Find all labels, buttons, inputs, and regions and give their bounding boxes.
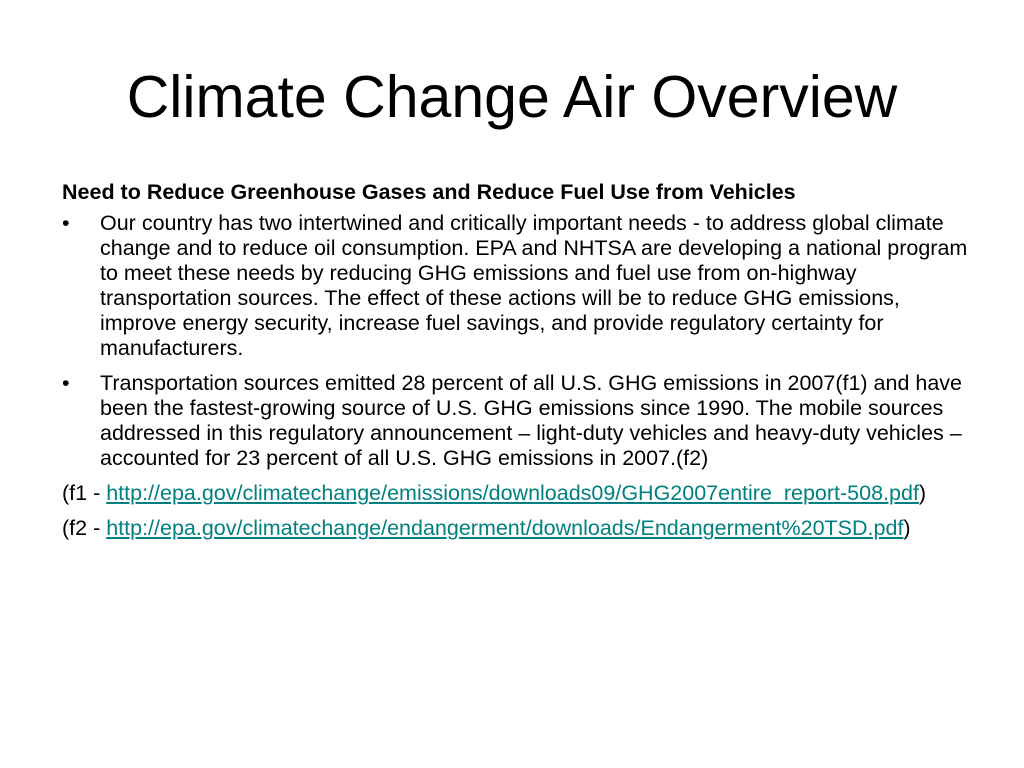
footnote-suffix: )	[918, 481, 927, 505]
bullet-item	[62, 371, 972, 471]
footnote-link[interactable]: http://epa.gov/climatechange/emissions/downloads09/GHG2007entire_report-508.pdf	[106, 481, 919, 505]
slide-body	[62, 180, 972, 551]
footnote-link[interactable]: http://epa.gov/climatechange/endangerment/downloads/Endangerment%20TSD.pdf	[106, 516, 904, 540]
footnote-prefix: (f2 -	[62, 516, 107, 540]
bullet-text: Transportation sources emitted 28 percent of all U.S. GHG emissions in 2007(f1) and have been the fastest-growing source of U.S. GHG emissions since 1990. The mobile sources addressed in this regulatory announcement – light-duty vehicles and heavy-duty vehicles – accounted for 23 percent of all U.S. GHG emissions in 2007.(f2)	[100, 371, 963, 470]
slide-subheading: Need to Reduce Greenhouse Gases and Reduce Fuel Use from Vehicles	[62, 180, 796, 204]
bullet-item	[62, 211, 972, 361]
bullet-marker: •	[62, 211, 70, 235]
slide-title: Climate Change Air Overview	[126, 64, 898, 130]
bullet-marker: •	[62, 371, 70, 395]
footnote-suffix: )	[903, 516, 911, 540]
footnote-prefix: (f1 -	[62, 481, 107, 505]
footnote-f2	[62, 516, 972, 541]
bullet-text: Our country has two intertwined and critically important needs - to address global climate change and to reduce oil consumption. EPA and NHTSA are developing a national program to meet these needs by reducing GHG emissions and fuel use from on-highway transportation sources. The effect of these actions will be to reduce GHG emissions, improve energy security, increase fuel savings, and provide regulatory certainty for manufacturers.	[100, 211, 968, 360]
footnote-f1	[62, 481, 972, 506]
